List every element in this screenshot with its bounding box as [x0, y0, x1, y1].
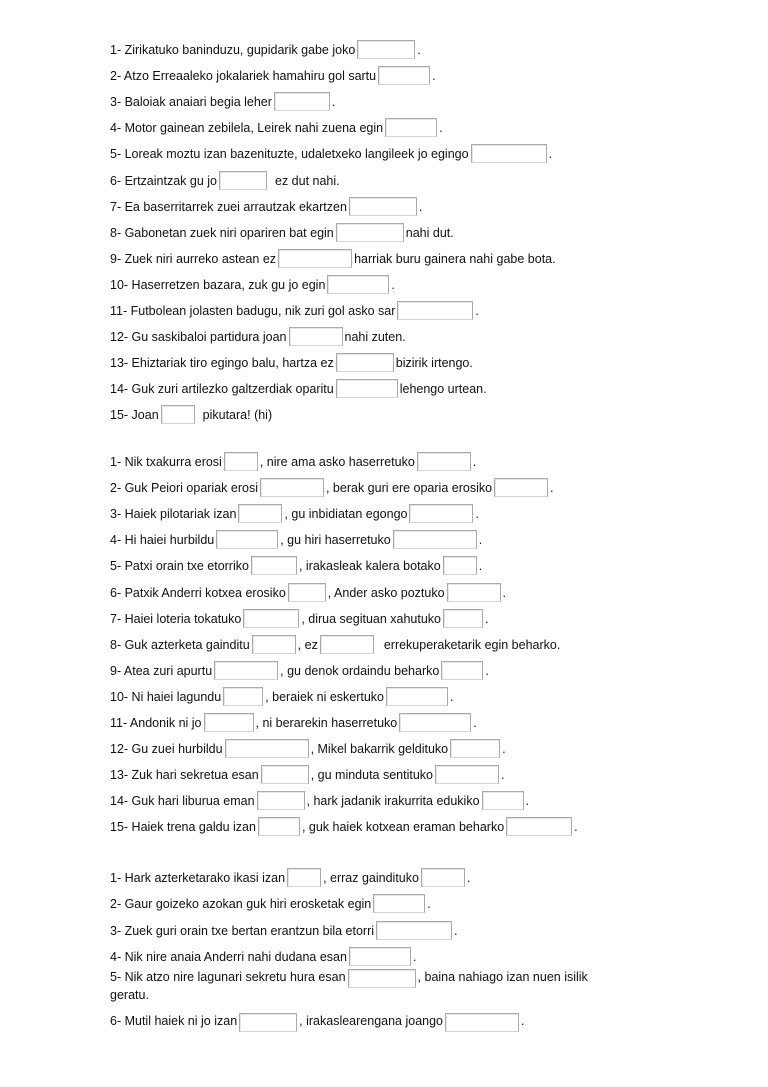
answer-field[interactable] [161, 405, 195, 424]
exercise-line: 4- Motor gainean zebilela, Leirek nahi zuena egin . [110, 110, 670, 136]
answer-field[interactable] [378, 66, 430, 85]
exercise-line: 10- Ni haiei lagundu , beraiek ni eskertuko . [110, 679, 670, 705]
answer-field[interactable] [443, 609, 483, 628]
exercise-line: 13- Zuk hari sekretua esan , gu minduta sentituko . [110, 757, 670, 783]
exercise-line: 1- Nik txakurra erosi , nire ama asko haserretuko . [110, 444, 670, 470]
answer-field[interactable] [349, 197, 417, 216]
answer-field[interactable] [287, 868, 321, 887]
answer-field[interactable] [376, 921, 452, 940]
answer-field[interactable] [260, 478, 324, 497]
answer-field[interactable] [224, 452, 258, 471]
exercise-line-wrapped: 5- Nik atzo nire lagunari sekretu hura esan , baina nahiago izan nuen isilik geratu. [110, 970, 588, 1002]
exercise-line: 6- Patxik Anderri kotxea erosiko , Ander asko poztuko . [110, 574, 670, 600]
answer-field[interactable] [417, 452, 471, 471]
answer-field[interactable] [450, 739, 500, 758]
exercise-line: 7- Ea baserritarrek zuei arrautzak ekartzen . [110, 189, 670, 215]
answer-field[interactable] [447, 583, 501, 602]
exercise-line: 13- Ehiztariak tiro egingo balu, hartza ez bizirik irtengo. [110, 345, 670, 371]
answer-field[interactable] [482, 791, 524, 810]
answer-field[interactable] [327, 275, 389, 294]
answer-field[interactable] [336, 353, 394, 372]
answer-field[interactable] [261, 765, 309, 784]
exercise-line: 12- Gu saskibaloi partidura joan nahi zuten. [110, 319, 670, 345]
answer-field[interactable] [385, 118, 437, 137]
answer-field[interactable] [257, 791, 305, 810]
answer-field[interactable] [223, 687, 263, 706]
exercise-line: 15- Haiek trena galdu izan , guk haiek kotxean eraman beharko . [110, 809, 670, 835]
answer-field[interactable] [386, 687, 448, 706]
exercise-line: 9- Zuek niri aurreko astean ez harriak buru gainera nahi gabe bota. [110, 241, 670, 267]
answer-field[interactable] [278, 249, 352, 268]
answer-field[interactable] [336, 223, 404, 242]
exercise-line: 3- Haiek pilotariak izan , gu inbidiatan egongo . [110, 496, 670, 522]
exercise-line: 2- Atzo Erreaaleko jokalariek hamahiru gol sartu . [110, 58, 670, 84]
exercise-line: 6- Mutil haiek ni jo izan , irakaslearengana joango . [110, 1007, 650, 1031]
answer-field[interactable] [288, 583, 326, 602]
answer-field[interactable] [373, 894, 425, 913]
exercise-line: 4- Hi haiei hurbildu , gu hiri haserretuko . [110, 522, 670, 548]
answer-field[interactable] [289, 327, 343, 346]
answer-field[interactable] [214, 661, 278, 680]
answer-field[interactable] [441, 661, 483, 680]
exercise-line: 2- Gaur goizeko azokan guk hiri erosketak egin . [110, 886, 670, 912]
exercise-line: 12- Gu zuei hurbildu , Mikel bakarrik geldituko . [110, 731, 670, 757]
answer-field[interactable] [274, 92, 330, 111]
exercise-line: 15- Joan pikutara! (hi) [110, 397, 670, 423]
answer-field[interactable] [397, 301, 473, 320]
exercise-section-3 [110, 860, 670, 965]
exercise-line: 5- Loreak moztu izan bazenituzte, udaletxeko langileek jo egingo . [110, 136, 670, 162]
exercise-line: 2- Guk Peiori opariak erosi , berak guri ere oparia erosiko . [110, 470, 670, 496]
answer-field[interactable] [252, 635, 296, 654]
exercise-section-2 [110, 444, 670, 835]
exercise-line: 14- Guk zuri artilezko galtzerdiak oparitu lehengo urtean. [110, 371, 670, 397]
exercise-line: 10- Haserretzen bazara, zuk gu jo egin . [110, 267, 670, 293]
answer-field[interactable] [399, 713, 471, 732]
exercise-line: 5- Patxi orain txe etorriko , irakasleak kalera botako . [110, 548, 670, 574]
exercise-line: 8- Gabonetan zuek niri opariren bat egin nahi dut. [110, 215, 670, 241]
answer-field[interactable] [506, 817, 572, 836]
answer-field[interactable] [225, 739, 309, 758]
answer-field[interactable] [336, 379, 398, 398]
answer-field[interactable] [238, 504, 282, 523]
exercise-line: 1- Zirikatuko baninduzu, gupidarik gabe joko . [110, 32, 670, 58]
answer-field[interactable] [258, 817, 300, 836]
exercise-section-1 [110, 32, 670, 423]
answer-field[interactable] [219, 171, 267, 190]
exercise-line: 14- Guk hari liburua eman , hark jadanik irakurrita edukiko . [110, 783, 670, 809]
answer-field[interactable] [443, 556, 477, 575]
answer-field[interactable] [243, 609, 299, 628]
exercise-line: 11- Andonik ni jo , ni berarekin haserretuko . [110, 705, 670, 731]
answer-field[interactable] [349, 947, 411, 966]
exercise-line: 7- Haiei loteria tokatuko , dirua segituan xahutuko . [110, 601, 670, 627]
exercise-line: 8- Guk azterketa gainditu , ez errekuperaketarik egin beharko. [110, 627, 670, 653]
exercise-line: 3- Zuek guri orain txe bertan erantzun bila etorri . [110, 912, 670, 938]
answer-field[interactable] [393, 530, 477, 549]
exercise-line: 11- Futbolean jolasten badugu, nik zuri gol asko sar . [110, 293, 670, 319]
answer-field[interactable] [494, 478, 548, 497]
answer-field[interactable] [409, 504, 473, 523]
answer-field[interactable] [204, 713, 254, 732]
answer-field[interactable] [471, 144, 547, 163]
exercise-line: 3- Baloiak anaiari begia leher . [110, 84, 670, 110]
exercise-line: 1- Hark azterketarako ikasi izan , erraz gaindituko . [110, 860, 670, 886]
answer-field[interactable] [421, 868, 465, 887]
exercise-line: 6- Ertzaintzak gu jo ez dut nahi. [110, 162, 670, 188]
answer-field[interactable] [239, 1013, 297, 1032]
answer-field[interactable] [251, 556, 297, 575]
exercise-line: 4- Nik nire anaia Anderri nahi dudana esan . [110, 939, 670, 965]
exercise-line: 9- Atea zuri apurtu , gu denok ordaindu beharko . [110, 653, 670, 679]
answer-field[interactable] [445, 1013, 519, 1032]
answer-field[interactable] [348, 969, 416, 988]
answer-field[interactable] [320, 635, 374, 654]
answer-field[interactable] [216, 530, 278, 549]
answer-field[interactable] [435, 765, 499, 784]
answer-field[interactable] [357, 40, 415, 59]
